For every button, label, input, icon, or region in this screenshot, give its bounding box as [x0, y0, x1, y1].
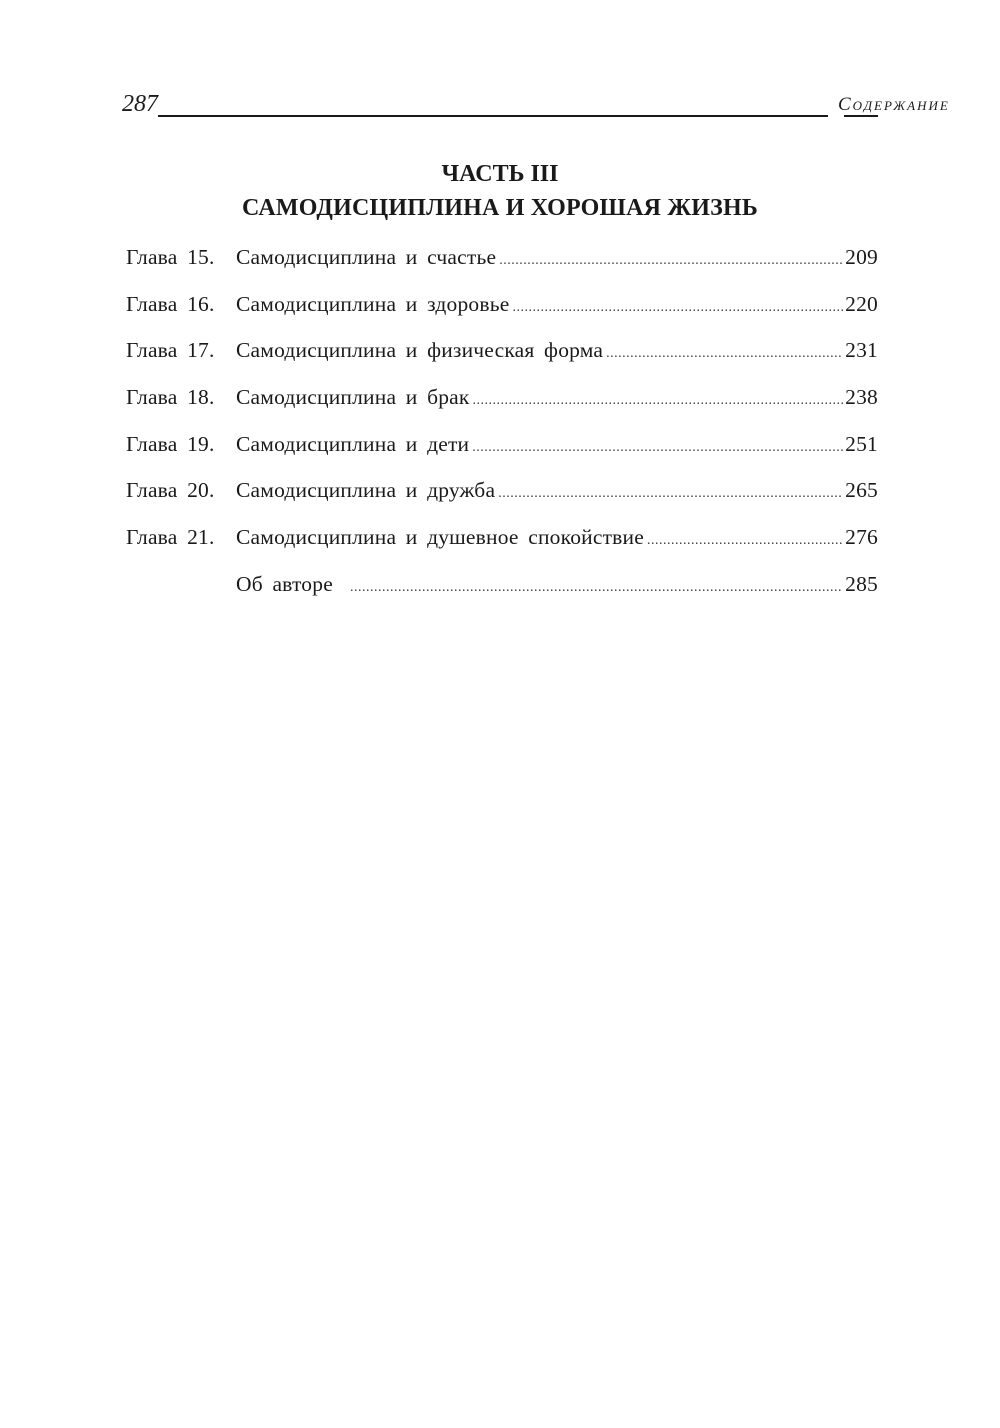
- toc-leader-dots: [473, 383, 844, 419]
- toc-page-number: 285: [845, 571, 878, 596]
- toc-entry[interactable]: [126, 519, 878, 566]
- part-label: ЧАСТЬ III: [441, 161, 559, 187]
- toc-leader-dots: [606, 336, 843, 372]
- toc-chapter-number: Глава 19.: [126, 431, 215, 456]
- toc-chapter-title: Самодисциплина и физическая форма: [236, 338, 604, 363]
- toc-page-number: 231: [845, 338, 878, 363]
- toc-page-number: 265: [845, 478, 878, 503]
- table-of-contents: [126, 239, 878, 613]
- toc-entry[interactable]: [126, 426, 878, 473]
- toc-chapter-title: Самодисциплина и здоровье: [236, 291, 510, 316]
- toc-chapter-title: Об авторе: [236, 571, 333, 596]
- toc-entry[interactable]: [126, 239, 878, 286]
- toc-chapter-title: Самодисциплина и душевное спокойствие: [236, 525, 644, 550]
- header-rule: [158, 115, 828, 117]
- page-number: 287: [122, 91, 158, 117]
- toc-chapter-number: Глава 21.: [126, 525, 215, 550]
- toc-chapter-number: Глава 18.: [126, 385, 215, 410]
- toc-page-number: 209: [845, 245, 878, 269]
- running-title: Содержание: [838, 94, 950, 115]
- toc-chapter-title: Самодисциплина и брак: [236, 385, 470, 410]
- toc-entry[interactable]: [126, 286, 878, 333]
- toc-entry[interactable]: [126, 379, 878, 426]
- toc-chapter-number: Глава 17.: [126, 338, 215, 363]
- toc-leader-dots: [512, 290, 843, 326]
- toc-entry[interactable]: [126, 332, 878, 379]
- toc-leader-dots: [472, 430, 843, 466]
- toc-page-number: 251: [845, 431, 878, 456]
- toc-entry[interactable]: [126, 472, 878, 519]
- toc-page-number: 276: [845, 525, 878, 550]
- toc-leader-dots: [647, 523, 843, 559]
- toc-leader-dots: [499, 243, 843, 279]
- toc-chapter-number: Глава 20.: [126, 478, 215, 503]
- header-rule-short: [844, 115, 878, 117]
- toc-leader-dots: [498, 476, 843, 512]
- toc-chapter-number: Глава 15.: [126, 245, 215, 269]
- toc-page-number: 220: [845, 291, 878, 316]
- toc-chapter-number: Глава 16.: [126, 291, 215, 316]
- page-header: [122, 88, 950, 122]
- toc-chapter-title: Самодисциплина и дети: [236, 431, 470, 456]
- toc-entry-about-author[interactable]: [126, 566, 878, 613]
- toc-page-number: 238: [845, 385, 878, 410]
- part-title: САМОДИСЦИПЛИНА И ХОРОШАЯ ЖИЗНЬ: [242, 195, 758, 221]
- toc-chapter-title: Самодисциплина и дружба: [236, 478, 496, 503]
- toc-leader-dots: [350, 570, 843, 606]
- toc-chapter-title: Самодисциплина и счастье: [236, 245, 497, 269]
